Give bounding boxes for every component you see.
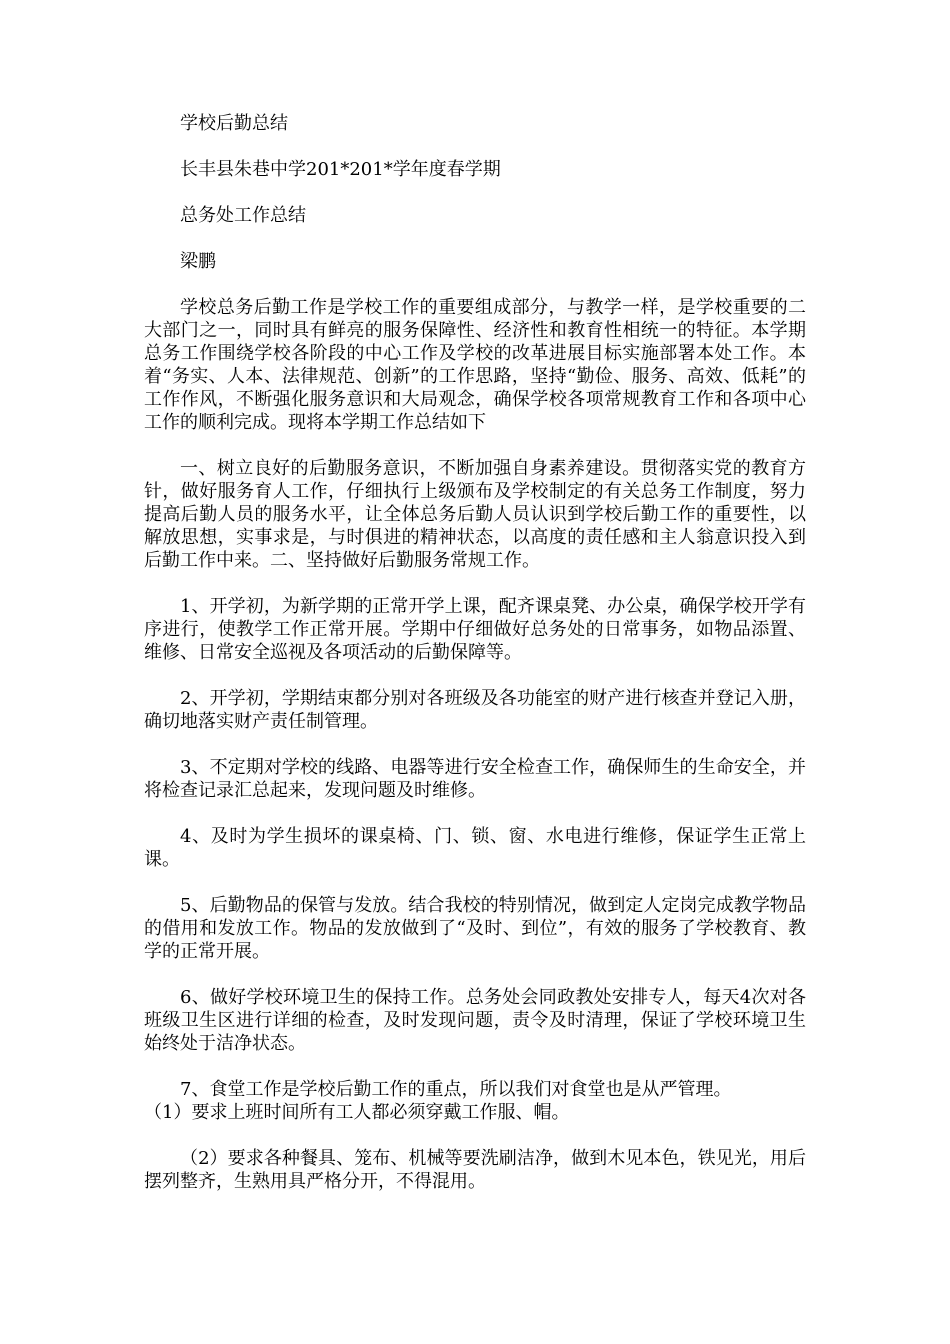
item-5-paragraph: 5、后勤物品的保管与发放。结合我校的特别情况，做到定人定岗完成教学物品的借用和发放工作。物品的发放做到了“及时、到位”，有效的服务了学校教育、教学的正常开展。 <box>144 895 806 962</box>
section-one-paragraph: 一、树立良好的后勤服务意识，不断加强自身素养建设。贯彻落实党的教育方针，做好服务育人工作，仔细执行上级颁布及学校制定的有关总务工作制度，努力提高后勤人员的服务水平，让全体总务后勤人员认识到学校后勤工作的重要性，以解放思想，实事求是，与时俱进的精神状态，以高度的责任感和主人翁意识投入到后勤工作中来。二、坚持做好后勤服务常规工作。 <box>144 458 806 571</box>
item-3-paragraph: 3、不定期对学校的线路、电器等进行安全检查工作，确保师生的生命安全，并将检查记录汇总起来，发现问题及时维修。 <box>144 757 806 801</box>
subitem-2-paragraph: （2）要求各种餐具、笼布、机械等要洗刷洁净，做到木见本色，铁见光，用后摆列整齐，生熟用具严格分开，不得混用。 <box>144 1148 806 1192</box>
item-2-paragraph: 2、开学初，学期结束都分别对各班级及各功能室的财产进行核查并登记入册，确切地落实财产责任制管理。 <box>144 688 806 732</box>
subitem-1-paragraph: （1）要求上班时间所有工人都必须穿戴工作服、帽。 <box>144 1102 570 1123</box>
document-page <box>144 112 806 1216</box>
document-subtitle: 总务处工作总结 <box>180 205 306 226</box>
item-1-paragraph: 1、开学初，为新学期的正常开学上课，配齐课桌凳、办公桌，确保学校开学有序进行，使教学工作正常开展。学期中仔细做好总务处的日常事务，如物品添置、维修、日常安全巡视及各项活动的后勤保障等。 <box>144 596 806 663</box>
intro-paragraph: 学校总务后勤工作是学校工作的重要组成部分，与教学一样，是学校重要的二大部门之一，同时具有鲜亮的服务保障性、经济性和教育性相统一的特征。本学期总务工作围绕学校各阶段的中心工作及学校的改革进展目标实施部署本处工作。本着“务实、人本、法律规范、创新”的工作思路，坚持“勤俭、服务、高效、低耗”的工作作风，不断强化服务意识和大局观念，确保学校各项常规教育工作和各项中心工作的顺利完成。现将本学期工作总结如下 <box>144 297 806 433</box>
document-title: 学校后勤总结 <box>180 113 288 134</box>
item-7-paragraph: 7、食堂工作是学校后勤工作的重点，所以我们对食堂也是从严管理。 <box>180 1079 732 1100</box>
school-line: 长丰县朱巷中学201*201*学年度春学期 <box>180 159 501 180</box>
item-6-paragraph: 6、做好学校环境卫生的保持工作。总务处会同政教处安排专人，每天4次对各班级卫生区进行详细的检查，及时发现问题，责令及时清理，保证了学校环境卫生始终处于洁净状态。 <box>144 987 806 1054</box>
item-4-paragraph: 4、及时为学生损坏的课桌椅、门、锁、窗、水电进行维修，保证学生正常上课。 <box>144 826 806 870</box>
author-name: 梁鹏 <box>180 251 216 272</box>
